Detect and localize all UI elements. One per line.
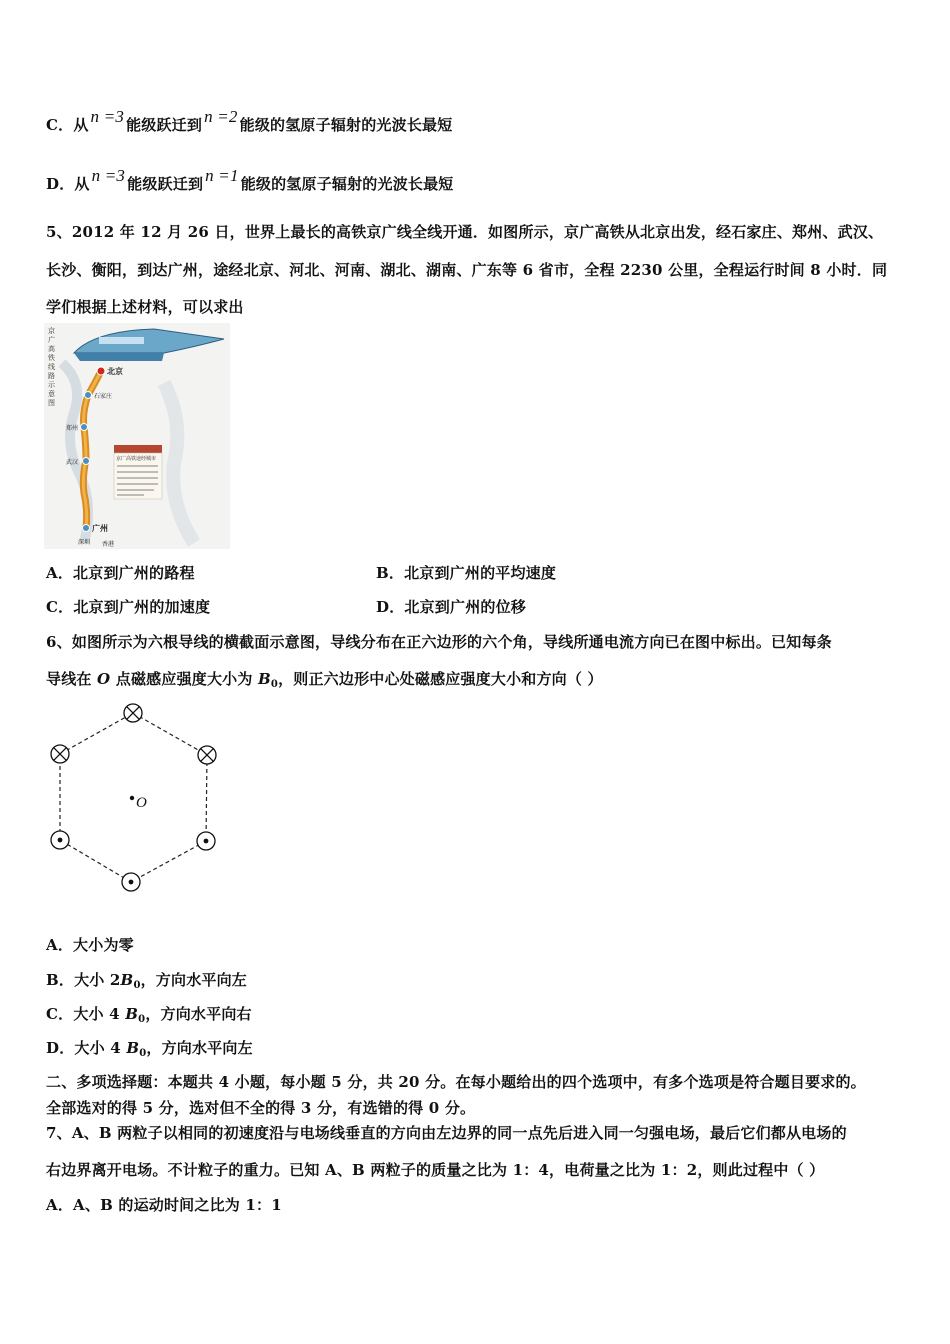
map-title-char: 高 (48, 345, 55, 353)
center-point (130, 796, 134, 800)
map-title-char: 图 (48, 399, 55, 407)
city-marker-wuhan (83, 458, 90, 465)
city-label-zhengzhou: 郑州 (66, 425, 79, 432)
map-vertical-title (48, 326, 56, 407)
center-label: O (136, 795, 147, 811)
q6-option-c: C．大小 4 $B_0$，方向水平向右 (46, 1005, 252, 1025)
n-to-c: n =2 (204, 107, 238, 126)
city-label-hongkong: 香港 (102, 541, 115, 548)
city-label-shenzhen: 深圳 (78, 539, 91, 546)
n-to-d: n =1 (205, 166, 239, 185)
q5-stem-line-2: 长沙、衡阳，到达广州，途经北京、河北、河南、湖北、湖南、广东等 6 省市，全程 2230 公里，全程运行时间 8 小时．同 (46, 261, 888, 279)
section-2-heading-line-2: 全部选对的得 5 分，选对但不全的得 3 分，有选错的得 0 分。 (46, 1099, 476, 1117)
city-label-wuhan: 武汉 (66, 459, 79, 466)
q5-option-a: A．北京到广州的路程 (46, 564, 195, 582)
city-marker-zhengzhou (81, 424, 88, 431)
wire-out-of-page (51, 831, 69, 849)
n-from-d: n =3 (91, 166, 126, 185)
city-marker-beijing (97, 367, 105, 375)
q6-stem-line-1: 6、如图所示为六根导线的横截面示意图，导线分布在正六边形的六个角，导线所通电流方向已在图中标出。已知每条 (46, 633, 832, 651)
q7-stem-line-1: 7、A、B 两粒子以相同的初速度沿与电场线垂直的方向由左边界的同一点先后进入同一匀强电场，最后它们都从电场的 (46, 1124, 847, 1142)
q5-stem-line-3: 学们根据上述材料，可以求出 (46, 298, 244, 316)
q5-option-c: C．北京到广州的加速度 (46, 598, 211, 616)
q5-option-b: B．北京到广州的平均速度 (376, 564, 557, 582)
city-marker-guangzhou (83, 525, 90, 532)
map-legend (114, 445, 162, 499)
wire-out-of-page (122, 873, 140, 891)
q5-option-d: D．北京到广州的位移 (376, 598, 527, 616)
q6-option-a: A．大小为零 (46, 936, 134, 954)
q5-stem-line-1: 5、2012 年 12 月 26 日，世界上最长的高铁京广线全线开通．如图所示，京广高铁从北京出发，经石家庄、郑州、武汉、 (46, 223, 884, 241)
city-label-guangzhou: 广州 (92, 524, 108, 533)
map-title-char: 广 (48, 336, 55, 344)
map-title-char: 京 (48, 327, 55, 335)
q6-option-d: D．大小 4 $B_0$，方向水平向左 (46, 1039, 253, 1059)
city-label-shijiazhuang: 石家庄 (94, 393, 113, 400)
wire-into-page (124, 704, 142, 722)
wire-out-of-page (197, 832, 215, 850)
q7-stem-line-2: 右边界离开电场。不计粒子的重力。已知 A、B 两粒子的质量之比为 1：4，电荷量之比为 1：2，则此过程中（ ） (46, 1161, 825, 1179)
section-2-heading-line-1: 二、多项选择题：本题共 4 小题，每小题 5 分，共 20 分。在每小题给出的四个选项中，有多个选项是符合题目要求的。 (46, 1073, 866, 1091)
q7-option-a: A．A、B 的运动时间之比为 1：1 (46, 1196, 282, 1214)
map-title-char: 铁 (48, 354, 55, 362)
q4-option-d: D．从 n =3 能级跃迁到 n =1 能级的氢原子辐射的光波长最短 (46, 166, 454, 193)
city-marker-shijiazhuang (85, 392, 92, 399)
map-legend-header: 京广高铁途经城市 (116, 456, 157, 462)
railway-map-figure (44, 323, 230, 549)
map-title-char: 意 (48, 390, 55, 398)
wire-into-page (198, 746, 216, 764)
city-label-beijing: 北京 (107, 367, 123, 376)
q6-stem-line-2: 导线在 O 点磁感应强度大小为 $B_0$，则正六边形中心处磁感应强度大小和方向（ ） (46, 670, 603, 690)
map-title-char: 线 (48, 363, 55, 371)
q4-option-c: C．从 n =3 能级跃迁到 n =2 能级的氢原子辐射的光波长最短 (46, 107, 453, 134)
map-title-char: 示 (48, 381, 55, 389)
wire-into-page (51, 745, 69, 763)
q6-option-b: B．大小 $2B_0$，方向水平向左 (46, 971, 248, 991)
map-title-char: 路 (48, 372, 55, 380)
hexagon-wires-figure (40, 700, 230, 900)
n-from-c: n =3 (90, 107, 125, 126)
